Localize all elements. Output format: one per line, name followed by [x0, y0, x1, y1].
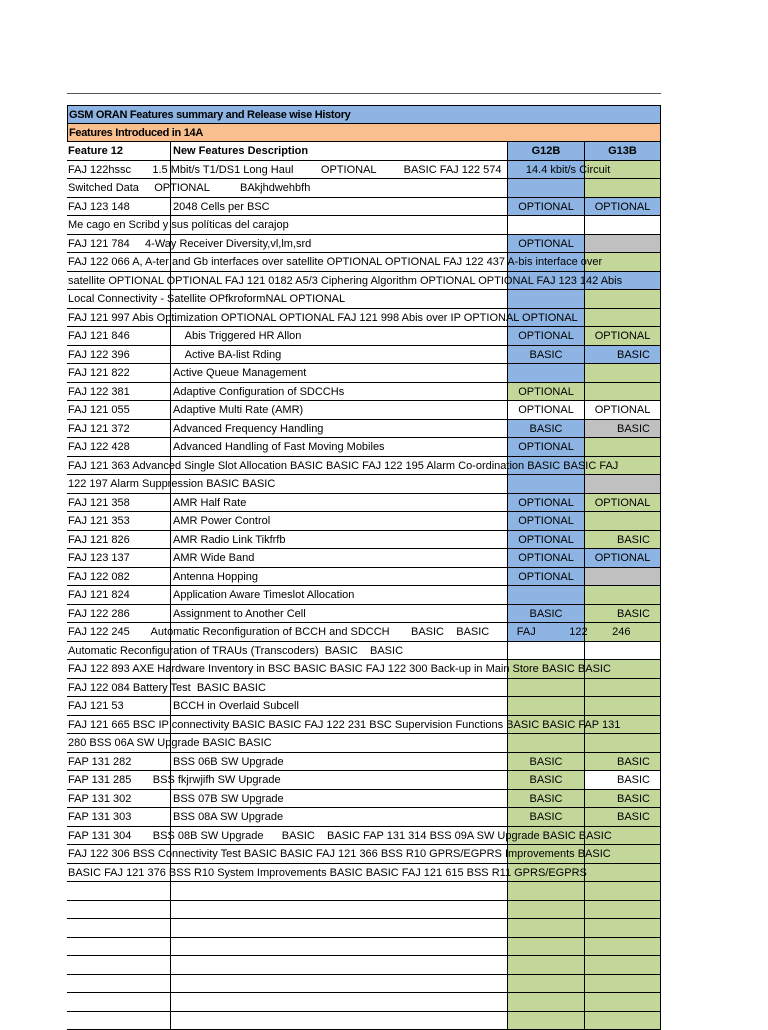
- overflow-text: Local Connectivity - Satellite OPfkroformNAL OPTIONAL: [68, 290, 345, 308]
- header-g13b: G13B: [584, 142, 661, 160]
- feature-id-cell: FAJ 121 372: [67, 420, 170, 438]
- feature-id-cell: FAJ 121 826: [67, 531, 170, 549]
- g12b-cell: [507, 179, 584, 197]
- g13b-cell: BASIC: [584, 346, 661, 364]
- g13b-cell: [584, 568, 661, 586]
- spreadsheet: [67, 105, 661, 1030]
- g12b-cell: [507, 679, 584, 697]
- header-description: New Features Description: [170, 142, 507, 160]
- sheet-title: GSM ORAN Features summary and Release wise History: [67, 105, 661, 124]
- description-cell: BSS 06B SW Upgrade: [170, 753, 507, 771]
- description-cell: Active BA-list Rding: [170, 346, 507, 364]
- table-row: [67, 531, 661, 550]
- g13b-cell: [584, 179, 661, 197]
- table-row: [67, 679, 661, 698]
- g12b-cell: [507, 697, 584, 715]
- g12b-cell: OPTIONAL: [507, 549, 584, 567]
- g12b-cell: [507, 364, 584, 382]
- g12b-cell: OPTIONAL: [507, 494, 584, 512]
- table-row: [67, 327, 661, 346]
- feature-id-cell: FAJ 121 055: [67, 401, 170, 419]
- feature-id-cell: [67, 956, 170, 974]
- g12b-cell: [507, 956, 584, 974]
- feature-id-cell: [67, 1012, 170, 1030]
- feature-id-cell: FAJ 121 358: [67, 494, 170, 512]
- table-row: [67, 549, 661, 568]
- description-cell: [170, 975, 507, 993]
- description-cell: Advanced Handling of Fast Moving Mobiles: [170, 438, 507, 456]
- feature-id-cell: FAP 131 303: [67, 808, 170, 826]
- table-row: [67, 956, 661, 975]
- feature-id-cell: FAJ 122 381: [67, 383, 170, 401]
- description-cell: Assignment to Another Cell: [170, 605, 507, 623]
- g13b-cell: [584, 309, 661, 327]
- g13b-cell: [584, 938, 661, 956]
- g12b-cell: [507, 642, 584, 660]
- description-cell: BSS 07B SW Upgrade: [170, 790, 507, 808]
- description-cell: Adaptive Configuration of SDCCHs: [170, 383, 507, 401]
- g12b-cell: BASIC: [507, 346, 584, 364]
- g13b-cell: BASIC: [584, 771, 661, 789]
- description-cell: 2048 Cells per BSC: [170, 198, 507, 216]
- description-cell: AMR Wide Band: [170, 549, 507, 567]
- feature-id-cell: FAJ 121 353: [67, 512, 170, 530]
- g12b-cell: BASIC: [507, 771, 584, 789]
- g12b-cell: OPTIONAL: [507, 235, 584, 253]
- feature-id-cell: [67, 975, 170, 993]
- g12b-cell: [507, 882, 584, 900]
- table-row: [67, 438, 661, 457]
- g13b-cell: [584, 216, 661, 234]
- table-row: [67, 494, 661, 513]
- table-row: [67, 401, 661, 420]
- g13b-cell: [584, 290, 661, 308]
- g12b-cell: [507, 919, 584, 937]
- g13b-cell: [584, 975, 661, 993]
- table-row: [67, 235, 661, 254]
- g13b-cell: [584, 475, 661, 493]
- overflow-text: FAJ 121 363 Advanced Single Slot Allocation BASIC BASIC FAJ 122 195 Alarm Co-ordination BASIC BASIC FAJ: [68, 457, 618, 475]
- description-cell: AMR Half Rate: [170, 494, 507, 512]
- top-rule: [67, 93, 661, 94]
- feature-id-cell: FAJ 121 824: [67, 586, 170, 604]
- table-row: [67, 1012, 661, 1030]
- table-row: [67, 586, 661, 605]
- feature-id-cell: FAP 131 282: [67, 753, 170, 771]
- feature-id-cell: FAJ 122 082: [67, 568, 170, 586]
- g13b-cell: OPTIONAL: [584, 327, 661, 345]
- g13b-cell: OPTIONAL: [584, 198, 661, 216]
- g12b-cell: BASIC: [507, 808, 584, 826]
- overflow-text: FAJ 121 784 4-Way Receiver Diversity,vl,lm,srd: [68, 235, 311, 253]
- g13b-cell: [584, 642, 661, 660]
- g13b-cell: BASIC: [584, 420, 661, 438]
- description-cell: Antenna Hopping: [170, 568, 507, 586]
- g12b-cell: [507, 216, 584, 234]
- feature-id-cell: FAP 131 302: [67, 790, 170, 808]
- table-row: [67, 272, 661, 291]
- table-row: [67, 845, 661, 864]
- g12b-cell: OPTIONAL: [507, 383, 584, 401]
- overflow-text: FAJ 121 997 Abis Optimization OPTIONAL OPTIONAL FAJ 121 998 Abis over IP OPTIONAL OPTIONAL: [68, 309, 578, 327]
- description-cell: [170, 1012, 507, 1030]
- g13b-cell: [584, 586, 661, 604]
- description-cell: [170, 919, 507, 937]
- table-row: [67, 198, 661, 217]
- table-row: [67, 161, 661, 180]
- g13b-cell: OPTIONAL: [584, 549, 661, 567]
- table-row: [67, 568, 661, 587]
- feature-id-cell: [67, 882, 170, 900]
- table-row: [67, 457, 661, 476]
- table-row: [67, 660, 661, 679]
- overflow-text: satellite OPTIONAL OPTIONAL FAJ 121 0182 A5/3 Ciphering Algorithm OPTIONAL OPTIONAL FAJ 123 142 Abis: [68, 272, 622, 290]
- table-row: [67, 753, 661, 772]
- g12b-cell: OPTIONAL: [507, 327, 584, 345]
- sheet-subtitle: Features Introduced in 14A: [67, 124, 661, 143]
- table-row: [67, 808, 661, 827]
- g13b-cell: [584, 864, 661, 882]
- overflow-text: FAJ 122 306 BSS Connectivity Test BASIC BASIC FAJ 121 366 BSS R10 GPRS/EGPRS Improvements BASIC: [68, 845, 611, 863]
- table-row: [67, 734, 661, 753]
- overflow-text: FAP 131 304 BSS 08B SW Upgrade BASIC BASIC FAP 131 314 BSS 09A SW Upgrade BASIC BASIC: [68, 827, 612, 845]
- table-body: [67, 161, 661, 1030]
- feature-id-cell: FAJ 122 396: [67, 346, 170, 364]
- g13b-cell: [584, 235, 661, 253]
- description-cell: Advanced Frequency Handling: [170, 420, 507, 438]
- description-cell: [170, 901, 507, 919]
- overflow-text: Automatic Reconfiguration of TRAUs (Transcoders) BASIC BASIC: [68, 642, 403, 660]
- g13b-cell: BASIC: [584, 753, 661, 771]
- feature-id-cell: FAJ 122 286: [67, 605, 170, 623]
- description-cell: Abis Triggered HR Allon: [170, 327, 507, 345]
- feature-id-cell: FAJ 123 137: [67, 549, 170, 567]
- table-row: [67, 697, 661, 716]
- overflow-text: FAJ 122 893 AXE Hardware Inventory in BSC BASIC BASIC FAJ 122 300 Back-up in Main Store BASIC BASIC: [68, 660, 611, 678]
- table-row: [67, 290, 661, 309]
- g12b-cell: [507, 734, 584, 752]
- g12b-cell: [507, 475, 584, 493]
- g13b-cell: BASIC: [584, 808, 661, 826]
- overflow-text: Me cago en Scribd y sus políticas del carajop: [68, 216, 289, 234]
- g13b-cell: [584, 734, 661, 752]
- g12b-cell: [507, 586, 584, 604]
- g12b-cell: OPTIONAL: [507, 401, 584, 419]
- table-row: [67, 882, 661, 901]
- description-cell: [170, 956, 507, 974]
- table-row: [67, 975, 661, 994]
- overflow-text: FAJ 122 245 Automatic Reconfiguration of BCCH and SDCCH BASIC BASIC FAJ 122 246: [68, 623, 630, 641]
- table-row: [67, 623, 661, 642]
- table-row: [67, 864, 661, 883]
- g13b-cell: OPTIONAL: [584, 494, 661, 512]
- table-row: [67, 216, 661, 235]
- overflow-text: FAJ 122 066 A, A-ter and Gb interfaces over satellite OPTIONAL OPTIONAL FAJ 122 437 A-bis interface over: [68, 253, 602, 271]
- description-cell: [170, 882, 507, 900]
- overflow-text: Switched Data OPTIONAL BAkjhdwehbfh: [68, 179, 310, 197]
- g13b-cell: [584, 438, 661, 456]
- g12b-cell: [507, 975, 584, 993]
- g12b-cell: [507, 290, 584, 308]
- table-row: [67, 827, 661, 846]
- description-cell: BSS 08A SW Upgrade: [170, 808, 507, 826]
- table-row: [67, 938, 661, 957]
- header-feature: Feature 12: [67, 142, 170, 160]
- g12b-cell: OPTIONAL: [507, 531, 584, 549]
- table-row: [67, 771, 661, 790]
- g13b-cell: [584, 1012, 661, 1030]
- feature-id-cell: FAJ 121 53: [67, 697, 170, 715]
- g12b-cell: BASIC: [507, 790, 584, 808]
- table-row: [67, 716, 661, 735]
- header-g12b: G12B: [507, 142, 584, 160]
- description-cell: Active Queue Management: [170, 364, 507, 382]
- table-row: [67, 512, 661, 531]
- feature-id-cell: FAJ 121 846: [67, 327, 170, 345]
- table-row: [67, 364, 661, 383]
- g13b-cell: BASIC: [584, 790, 661, 808]
- description-cell: [170, 993, 507, 1011]
- feature-id-cell: [67, 993, 170, 1011]
- g13b-cell: BASIC: [584, 605, 661, 623]
- description-cell: AMR Power Control: [170, 512, 507, 530]
- g12b-cell: [507, 993, 584, 1011]
- g12b-cell: [507, 901, 584, 919]
- feature-id-cell: FAJ 122 428: [67, 438, 170, 456]
- feature-id-cell: [67, 919, 170, 937]
- table-row: [67, 475, 661, 494]
- g13b-cell: [584, 882, 661, 900]
- g13b-cell: OPTIONAL: [584, 401, 661, 419]
- g13b-cell: [584, 956, 661, 974]
- g13b-cell: [584, 679, 661, 697]
- g13b-cell: [584, 993, 661, 1011]
- g13b-cell: [584, 512, 661, 530]
- g12b-cell: BASIC: [507, 753, 584, 771]
- g13b-cell: BASIC: [584, 531, 661, 549]
- table-row: [67, 309, 661, 328]
- overflow-text: FAJ 122 084 Battery Test BASIC BASIC: [68, 679, 266, 697]
- header-row: [67, 142, 661, 161]
- overflow-text: FAJ 122hssc 1.5 Mbit/s T1/DS1 Long Haul OPTIONAL BASIC FAJ 122 574 14.4 kbit/s Circuit: [68, 161, 610, 179]
- table-row: [67, 253, 661, 272]
- table-row: [67, 790, 661, 809]
- table-row: [67, 642, 661, 661]
- g13b-cell: [584, 901, 661, 919]
- g13b-cell: [584, 697, 661, 715]
- table-row: [67, 179, 661, 198]
- overflow-text: 280 BSS 06A SW Upgrade BASIC BASIC: [68, 734, 272, 752]
- table-row: [67, 383, 661, 402]
- feature-id-cell: [67, 938, 170, 956]
- overflow-text: 122 197 Alarm Suppression BASIC BASIC: [68, 475, 275, 493]
- overflow-text: FAP 131 285 BSS fkjrwjifh SW Upgrade: [68, 771, 281, 789]
- g12b-cell: OPTIONAL: [507, 568, 584, 586]
- table-row: [67, 346, 661, 365]
- description-cell: BCCH in Overlaid Subcell: [170, 697, 507, 715]
- g12b-cell: OPTIONAL: [507, 198, 584, 216]
- table-row: [67, 901, 661, 920]
- table-row: [67, 919, 661, 938]
- table-row: [67, 605, 661, 624]
- g12b-cell: [507, 1012, 584, 1030]
- description-cell: [170, 938, 507, 956]
- description-cell: AMR Radio Link Tikfrfb: [170, 531, 507, 549]
- g12b-cell: OPTIONAL: [507, 512, 584, 530]
- feature-id-cell: [67, 901, 170, 919]
- g13b-cell: [584, 919, 661, 937]
- g13b-cell: [584, 364, 661, 382]
- g12b-cell: [507, 938, 584, 956]
- description-cell: Application Aware Timeslot Allocation: [170, 586, 507, 604]
- description-cell: Adaptive Multi Rate (AMR): [170, 401, 507, 419]
- table-row: [67, 420, 661, 439]
- overflow-text: FAJ 121 665 BSC IP connectivity BASIC BASIC FAJ 122 231 BSC Supervision Functions BASIC BASIC FAP 131: [68, 716, 620, 734]
- g12b-cell: BASIC: [507, 420, 584, 438]
- g12b-cell: BASIC: [507, 605, 584, 623]
- g13b-cell: [584, 383, 661, 401]
- table-row: [67, 993, 661, 1012]
- feature-id-cell: FAJ 123 148: [67, 198, 170, 216]
- feature-id-cell: FAJ 121 822: [67, 364, 170, 382]
- overflow-text: BASIC FAJ 121 376 BSS R10 System Improvements BASIC BASIC FAJ 121 615 BSS R11 GPRS/EGPRS: [68, 864, 587, 882]
- g12b-cell: OPTIONAL: [507, 438, 584, 456]
